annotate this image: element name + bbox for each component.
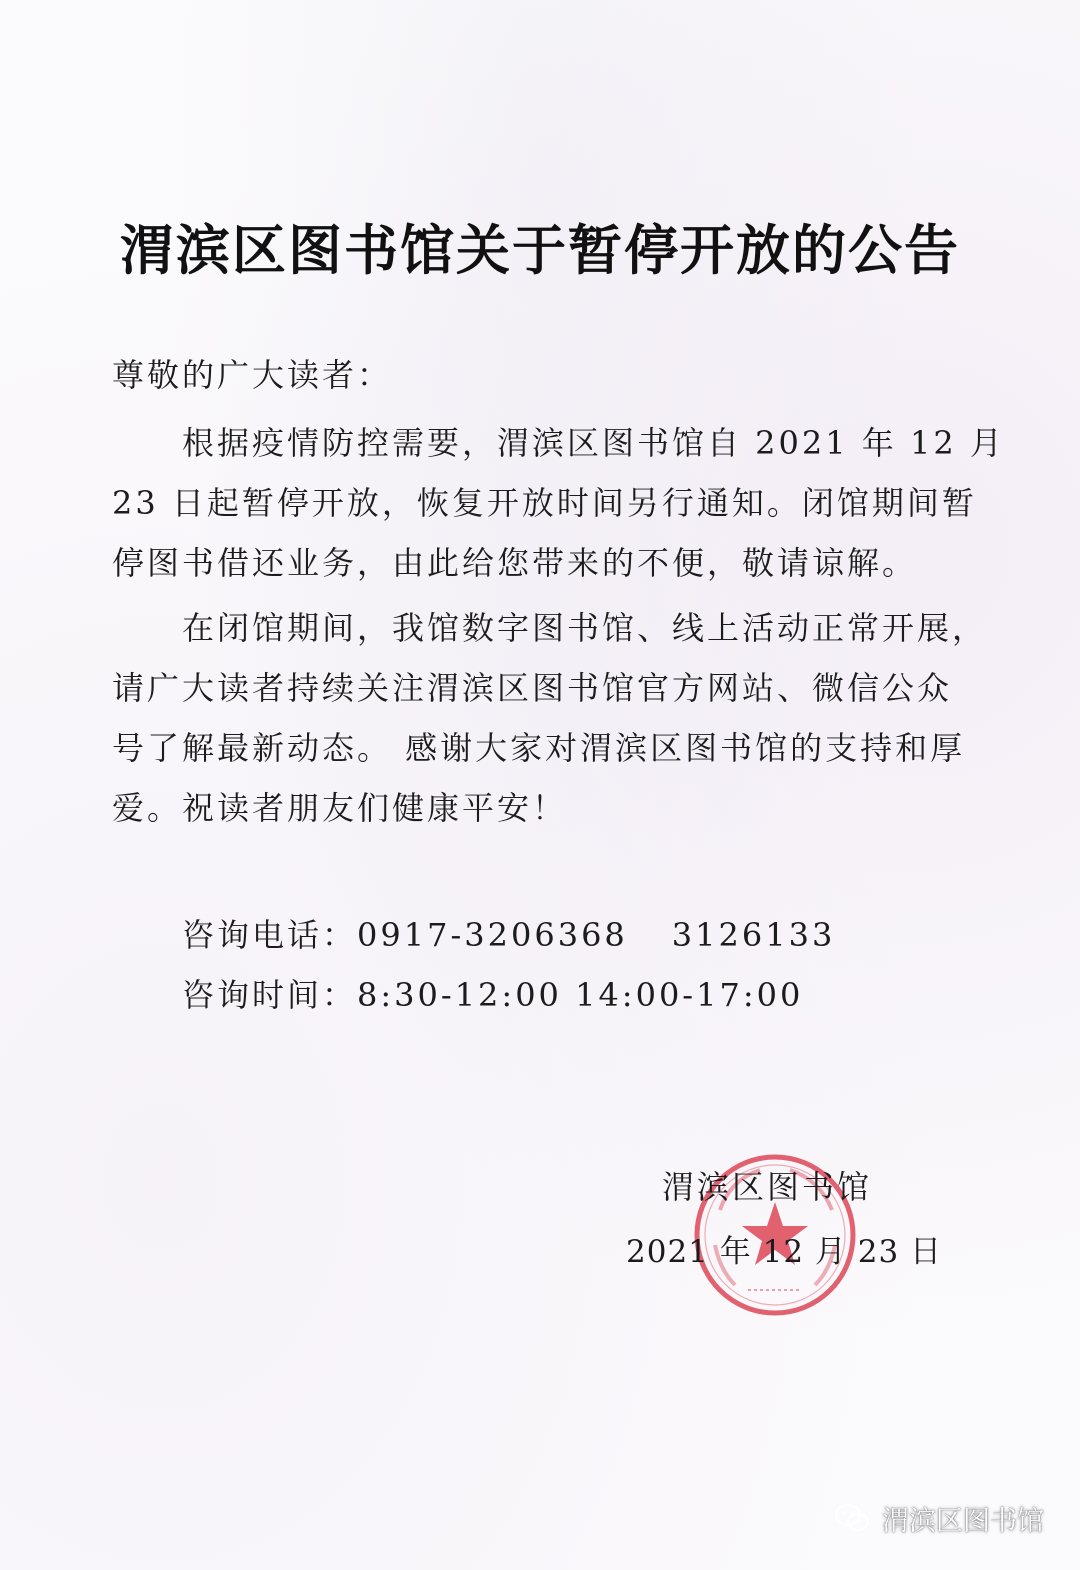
paragraph2-line: 号了解最新动态。 感谢大家对渭滨区图书馆的支持和厚 [112, 729, 966, 767]
signature-organization: 渭滨区图书馆 [662, 1168, 873, 1206]
phone-number-1: 0917-3206368 [357, 916, 628, 954]
paragraph2-line: 爱。祝读者朋友们健康平安！ [112, 789, 568, 827]
wechat-icon [832, 1498, 872, 1538]
paragraph1-line: 根据疫情防控需要，渭滨区图书馆自 2021 年 12 月 [182, 424, 1005, 462]
paragraph1-line: 停图书借还业务，由此给您带来的不便，敬请谅解。 [112, 544, 918, 582]
document-title: 渭滨区图书馆关于暂停开放的公告 [120, 219, 960, 282]
watermark-text: 渭滨区图书馆 [882, 1505, 1044, 1537]
hours-label: 咨询时间： [182, 976, 358, 1014]
phone-number-2: 3126133 [671, 916, 836, 954]
phone-label: 咨询电话： [182, 916, 358, 954]
paragraph2-line: 请广大读者持续关注渭滨区图书馆官方网站、微信公众 [112, 669, 953, 707]
signature-date: 2021 年 12 月 23 日 [626, 1234, 943, 1270]
contact-phone [182, 910, 835, 956]
contact-hours [182, 970, 803, 1016]
salutation: 尊敬的广大读者： [112, 356, 393, 394]
hours-value: 8:30-12:00 14:00-17:00 [357, 976, 804, 1014]
wechat-watermark [832, 1496, 1044, 1540]
paragraph1-line: 23 日起暂停开放，恢复开放时间另行通知。闭馆期间暂 [112, 484, 977, 522]
paragraph2-line: 在闭馆期间，我馆数字图书馆、线上活动正常开展， [182, 609, 988, 647]
